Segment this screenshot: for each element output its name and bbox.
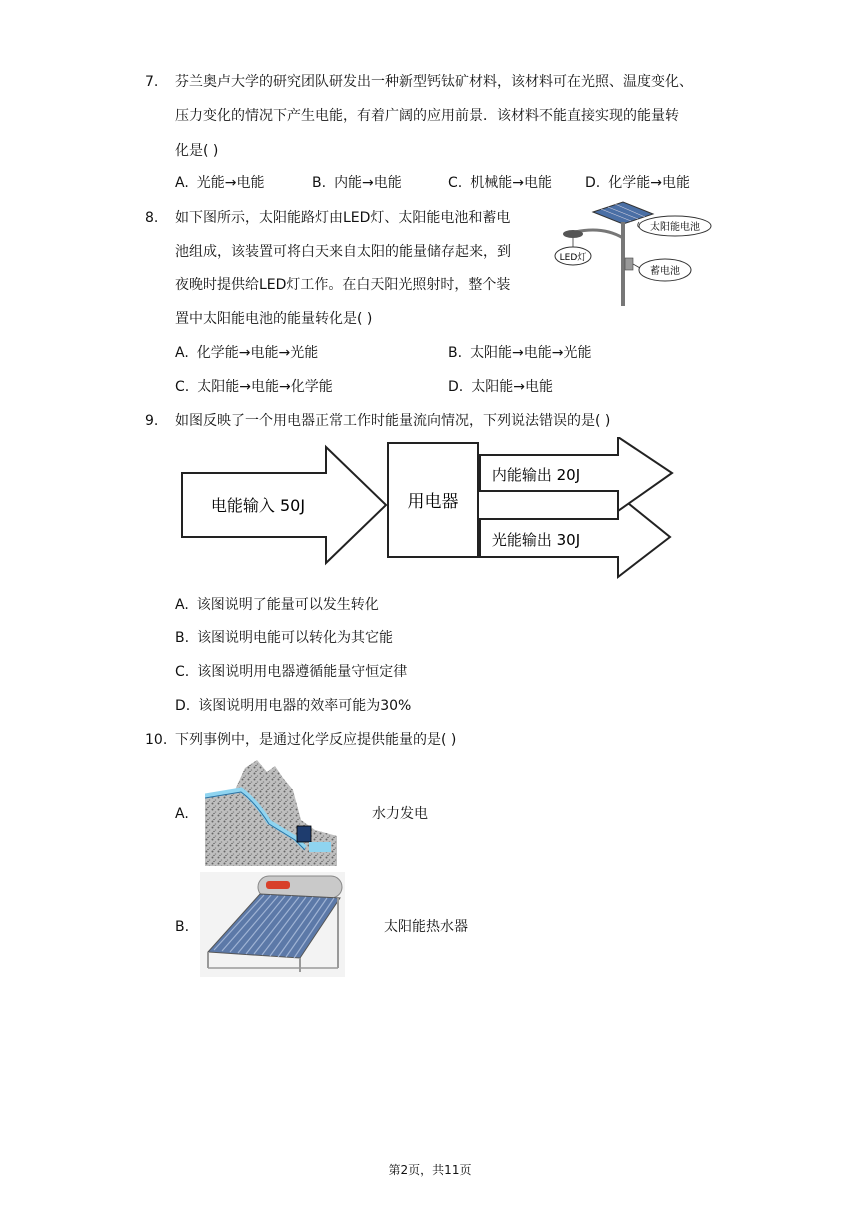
hydropower-image [205, 760, 337, 866]
q10-number: 10. [145, 732, 168, 748]
option-label: A. [175, 175, 189, 191]
option-label: B. [175, 630, 190, 646]
q7-option-b[interactable] [312, 173, 402, 193]
option-label: D. [175, 698, 191, 714]
q9-number: 9. [145, 413, 159, 429]
option-text: 太阳能→电能 [471, 379, 553, 395]
option-text: 光能→电能 [196, 175, 265, 191]
option-label: D. [585, 175, 601, 191]
q8-option-b[interactable] [448, 343, 592, 363]
led-label: LED灯 [559, 253, 587, 263]
option-label: B. [312, 175, 327, 191]
q10-option-a-label[interactable]: A. [175, 806, 189, 822]
q7-stem-line-2: 压力变化的情况下产生电能，有着广阔的应用前景．该材料不能直接实现的能量转 [175, 108, 679, 124]
q10-option-b-label[interactable]: B. [175, 919, 190, 935]
device-label: 用电器 [407, 492, 459, 512]
q7-stem-line-3: 化是( ) [175, 143, 219, 159]
option-text: 该图说明电能可以转化为其它能 [197, 630, 394, 646]
option-text: 该图说明了能量可以发生转化 [196, 597, 379, 613]
solar-cell-label: 太阳能电池 [650, 222, 700, 233]
q8-option-a[interactable] [175, 343, 318, 363]
option-text: 化学能→电能→光能 [196, 345, 319, 361]
option-label: D. [448, 379, 464, 395]
battery-label: 蓄电池 [650, 266, 680, 277]
option-text: 该图说明用电器遵循能量守恒定律 [197, 664, 408, 680]
q9-stem: 如图反映了一个用电器正常工作时能量流向情况，下列说法错误的是( ) [175, 413, 611, 429]
solar-street-lamp-figure [553, 198, 718, 308]
option-label: A. [175, 597, 189, 613]
input-label: 电能输入 50J [210, 496, 306, 515]
q8-option-d[interactable] [448, 377, 553, 397]
q7-number: 7. [145, 74, 159, 90]
option-label: C. [175, 664, 190, 680]
q10-stem: 下列事例中，是通过化学反应提供能量的是( ) [175, 732, 457, 748]
q8-stem-line-2: 池组成，该装置可将白天来自太阳的能量储存起来，到 [175, 244, 511, 260]
option-text: 太阳能→电能→光能 [470, 345, 592, 361]
q7-option-d[interactable] [585, 173, 690, 193]
q9-option-c[interactable] [175, 662, 407, 682]
q10-option-b-text: 太阳能热水器 [384, 919, 468, 935]
heat-output-label: 内能输出 20J [491, 466, 581, 484]
option-label: C. [175, 379, 190, 395]
option-text: 内能→电能 [334, 175, 402, 191]
light-output-label: 光能输出 30J [491, 531, 581, 549]
q9-option-d[interactable] [175, 696, 411, 716]
q7-stem-line-1: 芬兰奥卢大学的研究团队研发出一种新型钙钛矿材料，该材料可在光照、温度变化、 [175, 74, 693, 90]
q8-option-c[interactable] [175, 377, 333, 397]
q8-stem-line-1: 如下图所示，太阳能路灯由LED灯、太阳能电池和蓄电 [175, 210, 511, 226]
solar-water-heater-image [200, 872, 345, 977]
option-text: 化学能→电能 [608, 175, 690, 191]
option-text: 机械能→电能 [470, 175, 552, 191]
q9-option-a[interactable] [175, 595, 379, 615]
q8-number: 8. [145, 210, 159, 226]
option-label: A. [175, 345, 189, 361]
page-footer: 第2页，共11页 [388, 1163, 472, 1177]
option-label: C. [448, 175, 463, 191]
energy-flow-diagram [178, 437, 678, 582]
q8-stem-line-4: 置中太阳能电池的能量转化是( ) [175, 311, 373, 327]
option-label: B. [448, 345, 463, 361]
q10-option-a-text: 水力发电 [372, 806, 428, 822]
option-text: 该图说明用电器的效率可能为30% [198, 698, 412, 714]
q9-option-b[interactable] [175, 628, 393, 648]
q7-option-a[interactable] [175, 173, 265, 193]
option-text: 太阳能→电能→化学能 [197, 379, 333, 395]
q7-option-c[interactable] [448, 173, 552, 193]
q8-stem-line-3: 夜晚时提供给LED灯工作。在白天阳光照射时，整个装 [175, 277, 511, 293]
